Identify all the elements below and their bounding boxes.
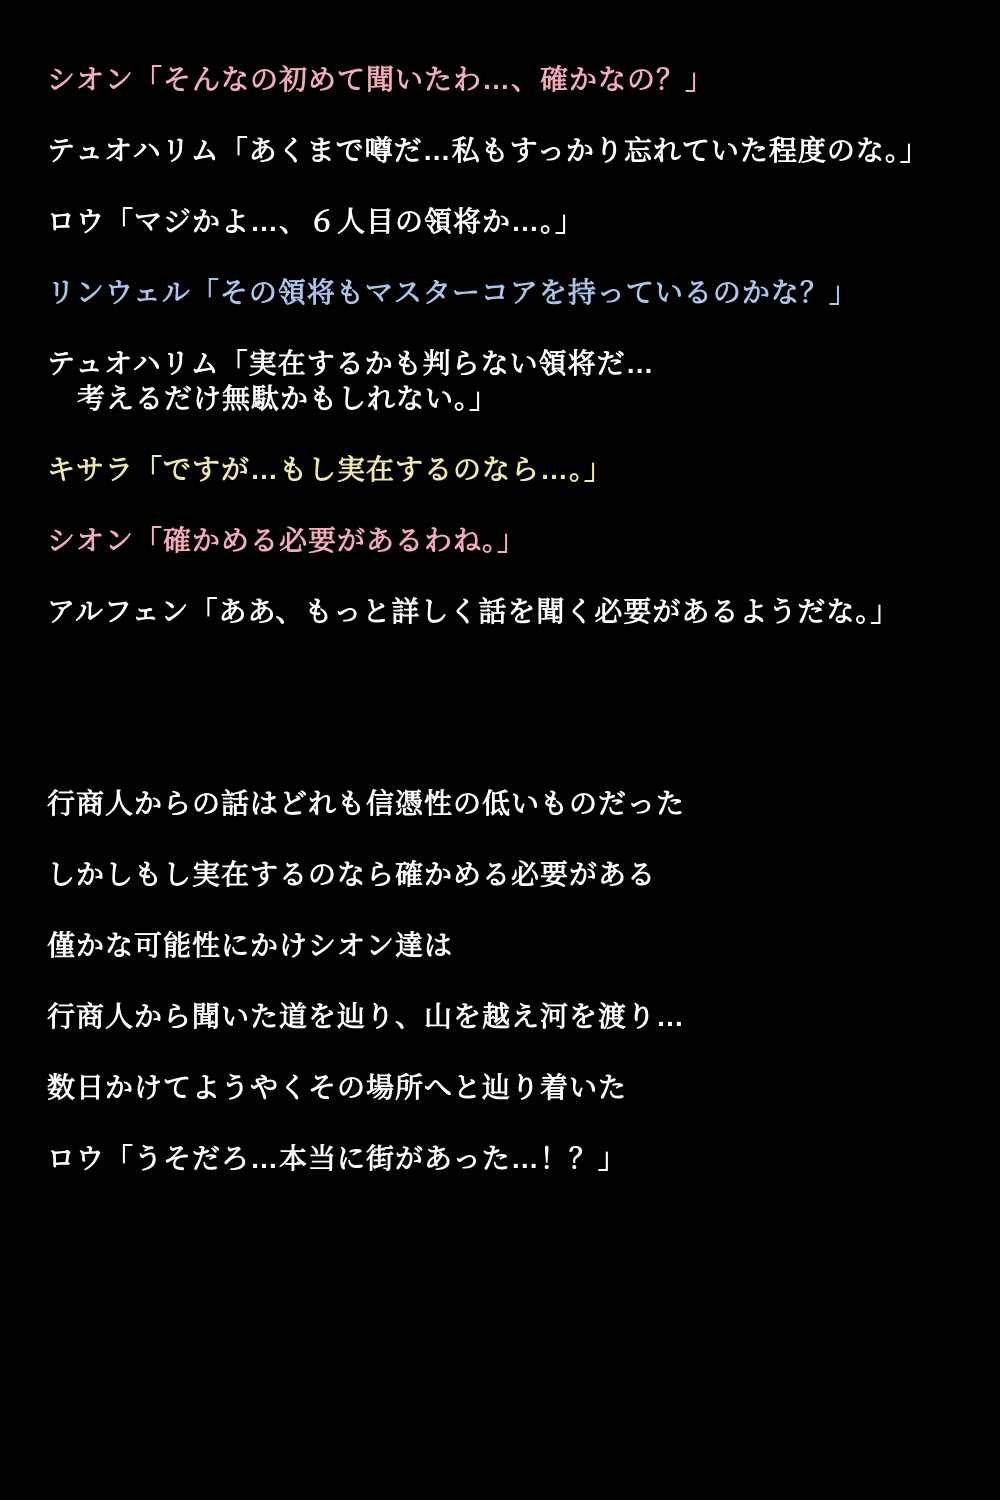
- narration-section: [47, 786, 970, 1176]
- dialogue-line-law-2: [47, 1141, 970, 1176]
- narration-text: 数日かけてようやくその場所へと辿り着いた: [47, 1072, 628, 1103]
- dialogue-text: リンウェル「その領将もマスターコアを持っているのかな？」: [47, 277, 858, 308]
- narration-line-3: [47, 928, 970, 963]
- dialogue-section: [47, 62, 970, 629]
- narration-line-5: [47, 1070, 970, 1105]
- narration-text: 行商人からの話はどれも信憑性の低いものだった: [47, 788, 686, 819]
- narration-line-2: [47, 857, 970, 892]
- dialogue-text: キサラ「ですが…もし実在するのなら…。」: [47, 454, 614, 485]
- dialogue-line-kisara: [47, 452, 970, 487]
- dialogue-line-law: [47, 204, 970, 239]
- dialogue-text: シオン「そんなの初めて聞いたわ…、確かなの？」: [47, 64, 715, 95]
- dialogue-line-dohalim: [47, 133, 970, 168]
- narration-text: 行商人から聞いた道を辿り、山を越え河を渡り…: [47, 1001, 686, 1032]
- dialogue-text: テュオハリム「あくまで噂だ…私もすっかり忘れていた程度のな。」: [47, 135, 929, 166]
- dialogue-text: テュオハリム「実在するかも判らない領将だ…: [47, 348, 655, 379]
- dialogue-line-shionne: [47, 62, 970, 97]
- narration-line-4: [47, 999, 970, 1034]
- dialogue-text: アルフェン「ああ、もっと詳しく話を聞く必要があるようだな。」: [47, 596, 900, 627]
- dialogue-text: シオン「確かめる必要があるわね。」: [47, 525, 527, 556]
- dialogue-line-dohalim-2: [47, 346, 970, 416]
- dialogue-text: ロウ「マジかよ…、６人目の領将か…。」: [47, 206, 585, 237]
- dialogue-text-continuation: 考えるだけ無駄かもしれない。」: [77, 383, 499, 414]
- narration-text: しかしもし実在するのなら確かめる必要がある: [47, 859, 657, 890]
- narration-line-1: [47, 786, 970, 821]
- dialogue-line-rinwell: [47, 275, 970, 310]
- narration-text: 僅かな可能性にかけシオン達は: [47, 930, 454, 961]
- dialogue-line-shionne-2: [47, 523, 970, 558]
- dialogue-line-alphen: [47, 594, 970, 629]
- dialogue-text: ロウ「うそだろ…本当に街があった…！？」: [47, 1143, 627, 1174]
